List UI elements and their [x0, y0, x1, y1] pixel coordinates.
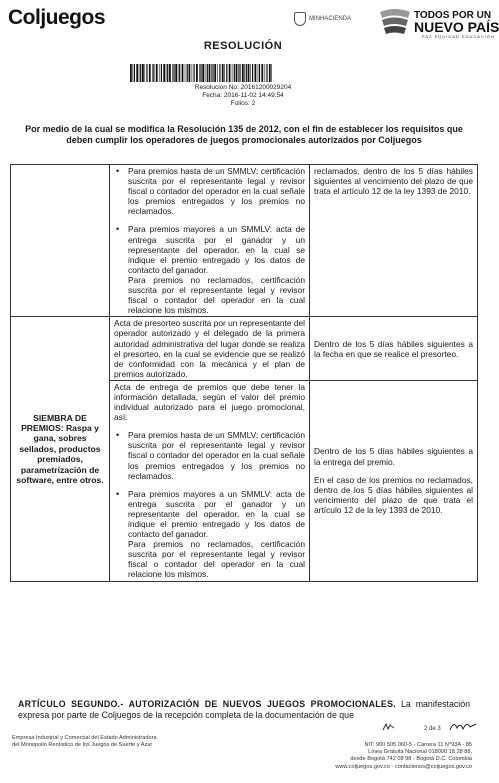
resolution-intro: Por medio de la cual se modifica la Resolución 135 de 2012, con el fin de establecer los requisitos que deben cumplir los operadores de juegos promocionales autorizados por Coljuegos — [25, 124, 463, 145]
table-cell-empty — [11, 165, 110, 317]
footer-company-line: del Monopolio Rentístico de los Juegos de Suerte y Azar — [12, 742, 153, 748]
table-row — [11, 165, 478, 317]
table-cell-requirements: Acta de presorteo suscrita por un representante del operador autorizado y el delegado de la primera autoridad administrativa del lugar donde se realiza el presorteo, en la cual se evidencie que se realizó de conformidad con la mecánica y el plan de premios autorizado. — [110, 317, 310, 381]
list-item: • Para premios hasta de un SMMLV: certificación suscrita por el representante legal y revisor fiscal o contador del operador en la cual señale los premios entregados y los premios no reclamados. — [114, 166, 305, 216]
footer-company-line: Empresa Industrial y Comercial del Estado Administradora — [12, 735, 157, 741]
list-item: • Para premios mayores a un SMMLV: acta de entrega suscrita por el ganador y un representante del operador, en la cual se indique el premio entregado y los datos de contacto del ganador. — [114, 489, 305, 539]
page-header — [0, 0, 499, 40]
table-row — [11, 317, 478, 381]
government-slogan-logo — [374, 2, 499, 40]
coljuegos-logo: Coljuegos — [8, 6, 106, 29]
table-cell-requirements — [110, 380, 310, 581]
colombia-flag-icon — [378, 6, 412, 38]
footer-phone: Línea Gratuita Nacional 018000 18 28 88, — [368, 749, 472, 756]
table-cell-term: Dentro de los 5 días hábiles siguientes a la fecha en que se realice el presorteo. — [310, 317, 478, 381]
requirements-intro: Acta de entrega de premios que debe tener la información detallada, según el valor del premio individual autorizado para el juego promocional, así: — [114, 381, 305, 423]
table-cell-term: reclamados, dentro de los 5 días hábiles siguientes al vencimiento del plazo de que trata el artículo 12 de la ley 1393 de 2010. — [310, 165, 478, 317]
footer-web: www.coljuegos.gov.co - contactenos@coljuegos.gov.co — [335, 763, 472, 770]
signature-icon — [448, 718, 478, 734]
bullet-list — [114, 430, 305, 539]
footer-company — [12, 735, 157, 749]
crest-icon — [294, 12, 306, 26]
article-heading: ARTÍCULO SEGUNDO.- AUTORIZACIÓN DE NUEVOS JUEGOS PROMOCIONALES. — [18, 699, 397, 709]
slogan-line-3: PAZ EQUIDAD EDUCACIÓN — [422, 34, 495, 39]
slogan-line-1: TODOS POR UN — [414, 10, 492, 21]
slogan-line-2: NUEVO PAÍS — [414, 19, 499, 35]
barcode-icon — [130, 64, 272, 82]
table-cell-term — [310, 380, 478, 581]
requirements-table — [10, 164, 478, 582]
page-number: 2 de 3 — [424, 726, 441, 732]
table-cell-requirements — [110, 165, 310, 317]
resolution-number: Resolucion No: 20161200029204 — [194, 84, 292, 91]
term-unclaimed: En el caso de los premios no reclamados, dentro de los 5 días hábiles siguientes al vencimiento del plazo de que trata el artículo 12 de la ley 1393 de 2010. — [314, 474, 473, 515]
bullet-list — [114, 166, 305, 275]
article-text: La manifestación expresa por parte de Coljuegos de la recepción completa de la documentación de que — [18, 699, 470, 720]
term-delivery: Dentro de los 5 días hábiles siguientes a la entrega del premio. — [314, 446, 473, 467]
list-item: • Para premios hasta de un SMMLV: certificación suscrita por el representante legal y revisor fiscal o contador del operador en la cual señale los premios entregados y los premios no reclamados. — [114, 430, 305, 480]
unclaimed-prizes-text: Para premios no reclamados, certificación suscrita por el representante legal y revisor fiscal o contador del operador en la cual relacione los mismos. — [128, 274, 305, 316]
initials-icon — [382, 722, 396, 732]
footer-phone-bogota: desde Bogotá 742 08 98 - Bogotá D.C. Colombia — [350, 756, 472, 763]
unclaimed-prizes-text: Para premios no reclamados, certificación suscrita por el representante legal y revisor fiscal o contador del operador en la cual relacione los mismos. — [128, 539, 305, 580]
table-cell-category: SIEMBRA DE PREMIOS: Raspa y gana, sobres sellados, productos premiados, parametrización de software, entre otros. — [11, 317, 110, 581]
footer-address: NIT: 900 505 060-5 - Carrera 11 N°93A - 85 — [364, 742, 472, 748]
ministry-logo — [294, 12, 351, 26]
list-item: • Para premios mayores a un SMMLV: acta de entrega suscrita por el ganador y un representante del operador, en la cual se indique el premio entregado y los datos de contacto del ganador. — [114, 224, 305, 274]
footer-contact — [335, 742, 472, 771]
document-title: RESOLUCIÓN — [203, 40, 283, 52]
article-paragraph — [18, 699, 470, 721]
ministry-name: MINHACIENDA — [309, 16, 352, 22]
resolution-date: Fecha: 2016-11-02 14:49:54 — [202, 92, 284, 99]
folios-count: Folios: 2 — [230, 100, 256, 107]
